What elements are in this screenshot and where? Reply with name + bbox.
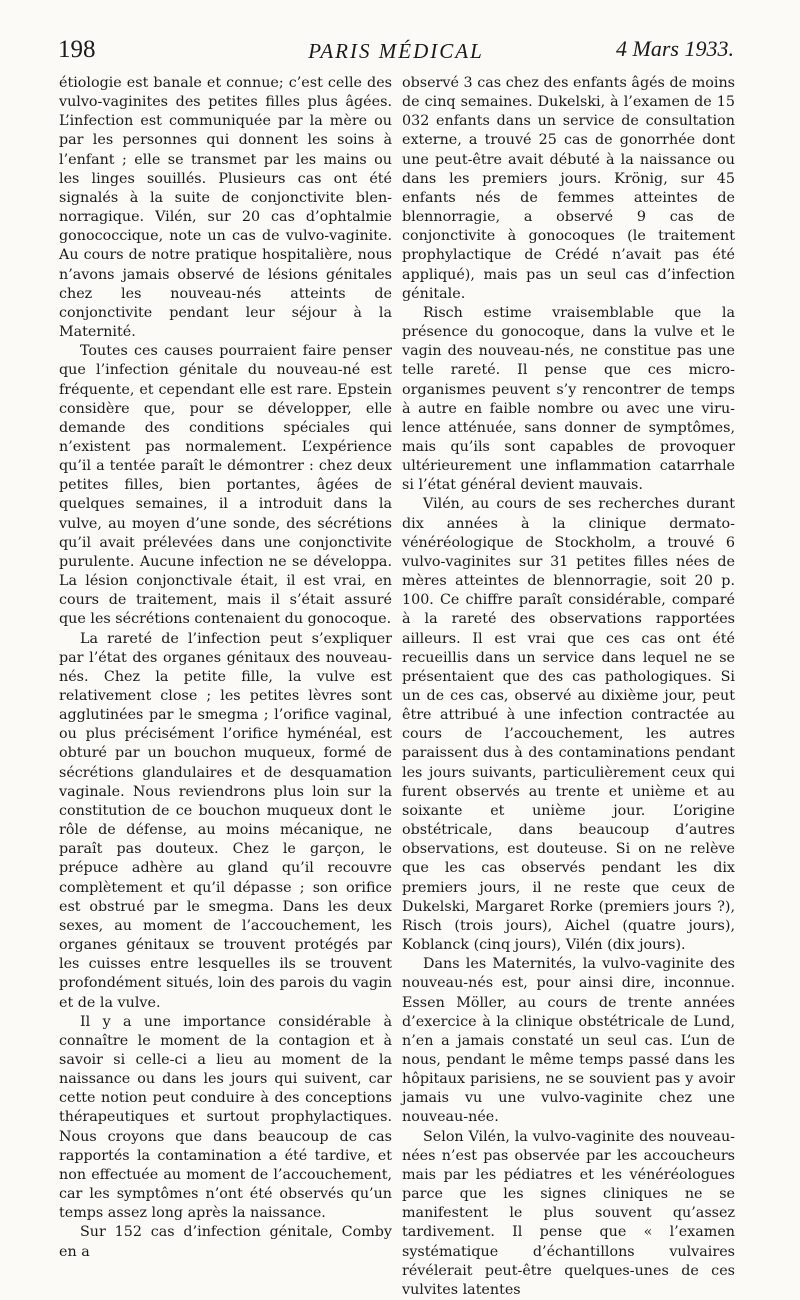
journal-title: PARIS MÉDICAL <box>308 39 484 63</box>
left-column <box>59 74 392 1262</box>
page-header <box>58 36 734 68</box>
paragraph: Toutes ces causes pourraient faire penser que l’infection génitale du nouveau-né est fréquente, et cependant elle est rare. Epstein considère que, pour se développer, elle demande des conditions spéciales qui n’existent pas normalement. L’expérience qu’il a tentée paraît le démontrer : chez deux petites filles, bien portantes, âgées de quelques semaines, il a introduit dans la vulve, au moyen d’une sonde, des sécrétions qu’il avait prélevées dans une conjonctivite purulente. Aucune infection ne se développa. La lésion conjonctivale était, il est vrai, en cours de traitement, mais il s’était assuré que les sécrétions contenaient du gonocoque. <box>59 343 392 628</box>
page-number: 198 <box>58 36 96 63</box>
paragraph: Vilén, au cours de ses recherches durant dix années à la clinique dermato-vénéréologique de Stockholm, a trouvé 6 vulvo-vaginites sur 31 petites filles nées de mères atteintes de blennorragie, soit 20 p. 100. Ce chiffre paraît considérable, comparé à la rareté des observations rapportées ailleurs. Il est vrai que ces cas ont été recueillis dans un service dans lequel ne se présentaient que des cas pathologiques. Si un de ces cas, observé au dixième jour, peut être attribué à une infection contractée au cours de l’accouchement, les autres paraissent dus à des contaminations pendant les jours suivants, particulièrement ceux qui furent observés au trente et unième et au soixante et unième jour. L’origine obstétricale, dans beaucoup d’autres observations, est douteuse. Si on ne relève que les cas observés pendant les dix premiers jours, il ne reste que ceux de Dukelski, Margaret Rorke (premiers jours ?), Risch (trois jours), Aichel (quatre jours), Koblanck (cinq jours), Vilén (dix jours). <box>402 496 735 954</box>
paragraph: Risch estime vraisemblable que la présence du gonocoque, dans la vulve et le vagin des nouveau-nés, ne constitue pas une telle rareté. Il pense que ces micro-organismes peuvent s’y rencontrer de temps à autre en faible nombre ou avec une virulence atténuée, sans donner de symptômes, mais qu’ils sont capables de provoquer ultérieurement une inflammation catarrhale si l’état général devient mauvais. <box>402 304 735 494</box>
paragraph: Dans les Maternités, la vulvo-vaginite des nouveau-nés est, pour ainsi dire, inconnue. Essen Möller, au cours de trente années d’exercice à la clinique obstétricale de Lund, n’en a jamais constaté un seul cas. L’un de nous, pendant le même temps passé dans les hôpitaux parisiens, ne se souvient pas y avoir jamais vu une vulvo-vaginite chez une nouveau-née. <box>402 956 735 1126</box>
issue-date: 4 Mars 1933. <box>616 36 734 61</box>
paragraph: étiologie est banale et connue; c’est celle des vulvo-vaginites des petites filles plus âgées. L’infection est communiquée par la mère ou par les personnes qui donnent les soins à l’enfant ; elle se transmet par les mains ou les linges souillés. Plusieurs cas ont été signalés à la suite de conjonctivite blennorragique. Vilén, sur 20 cas d’ophtalmie gonococcique, note un cas de vulvo-vaginite. Au cours de notre pratique hospitalière, nous n’avons jamais observé de lésions génitales chez les nouveau-nés atteints de conjonctivite pendant leur séjour à la Maternité. <box>59 75 392 341</box>
paragraph: observé 3 cas chez des enfants âgés de moins de cinq semaines. Dukelski, à l’examen de 15 032 enfants dans un service de consultation externe, a trouvé 25 cas de gonorrhée dont une peut-être avait débuté à la naissance ou dans les premiers jours. Krönig, sur 45 enfants nés de femmes atteintes de blennorragie, a observé 9 cas de conjonctivite à gonocoques (le traitement prophylactique de Crédé n’avait pas été appliqué), mais pas un seul cas d’infection génitale. <box>402 75 735 302</box>
paragraph: Sur 152 cas d’infection génitale, Comby en a <box>59 1224 392 1260</box>
paragraph: La rareté de l’infection peut s’expliquer par l’état des organes génitaux des nouveau-nés. Chez la petite fille, la vulve est relativement close ; les petites lèvres sont agglutinées par le smegma ; l’orifice vaginal, ou plus précisément l’orifice hyménéal, est obturé par un bouchon muqueux, formé de sécrétions glandulaires et de desquamation vaginale. Nous reviendrons plus loin sur la constitution de ce bouchon muqueux dont le rôle de défense, au moins mécanique, ne paraît pas douteux. Chez le garçon, le prépuce adhère au gland qu’il recouvre complètement et qu’il dépasse ; son orifice est obstrué par le smegma. Dans les deux sexes, au moment de l’accouchement, les organes génitaux se trouvent protégés par les cuisses entre lesquelles ils se trouvent profondément situés, loin des parois du vagin et de la vulve. <box>59 630 392 1011</box>
paragraph: Il y a une importance considérable à connaître le moment de la contagion et à savoir si celle-ci a lieu au moment de la naissance ou dans les jours qui suivent, car cette notion peut conduire à des conceptions thérapeutiques et surtout prophylactiques. Nous croyons que dans beaucoup de cas rapportés la contamination a été tardive, et non effectuée au moment de l’accouchement, car les symptômes n’ont été observés qu’un temps assez long après la naissance. <box>59 1013 392 1222</box>
right-column <box>402 74 735 1300</box>
paragraph: Selon Vilén, la vulvo-vaginite des nouveau-nées n’est pas observée par les accoucheurs mais par les pédiatres et les vénéréologues parce que les signes cliniques ne se manifestent le plus souvent qu’assez tardivement. Il pense que « l’examen systématique d’échantillons vulvaires révélerait peut-être quelques-unes de ces vulvites latentes <box>402 1128 735 1298</box>
